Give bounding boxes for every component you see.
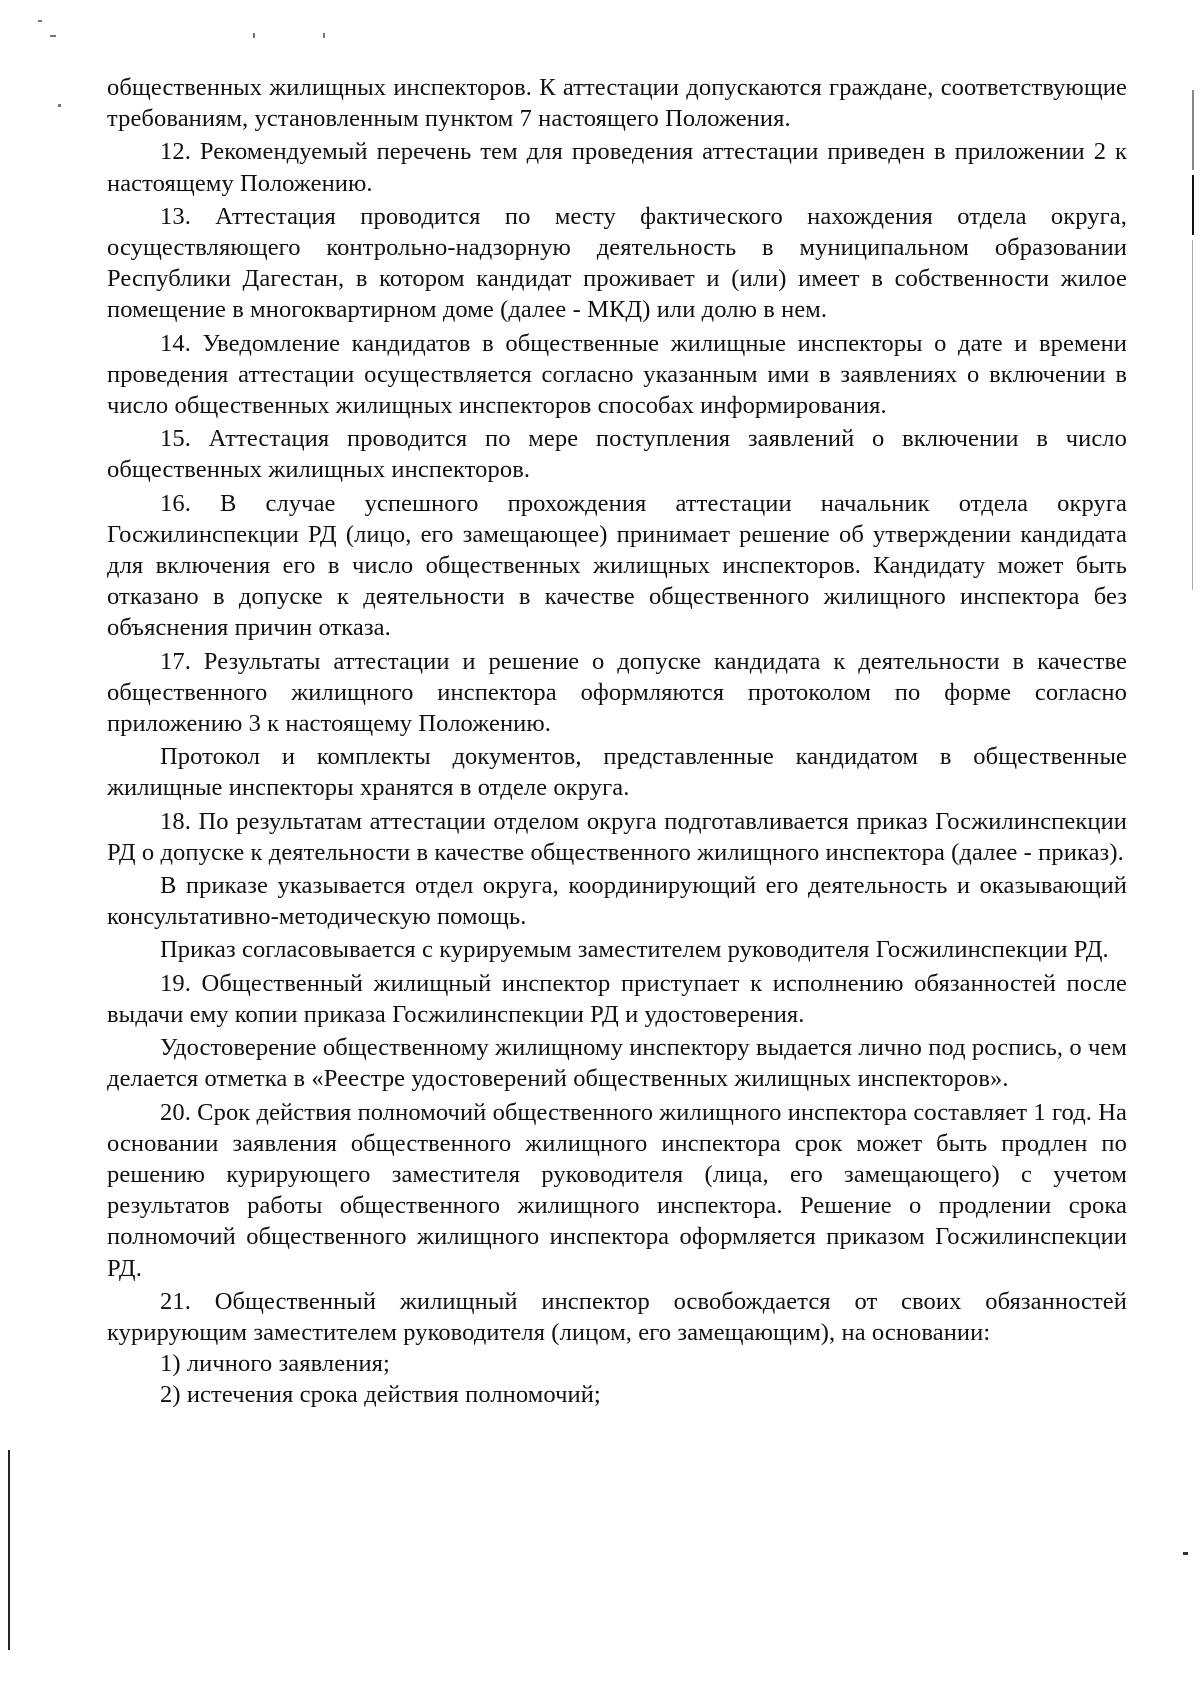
paragraph-continuation: общественных жилищных инспекторов. К аттестации допускаются граждане, соответствующие требованиям, установленным пунктом 7 настоящего Положения. (107, 74, 1127, 133)
scan-speck (323, 33, 325, 38)
paragraph-17-protocol: Протокол и комплекты документов, представленные кандидатом в общественные жилищные инспекторы хранятся в отделе округа. (107, 743, 1127, 802)
scan-speck (253, 33, 255, 38)
paragraph-21: 21. Общественный жилищный инспектор освобождается от своих обязанностей курирующим заместителем руководителя (лицом, его замещающим), на основании: (107, 1287, 1127, 1346)
paragraph-16: 16. В случае успешного прохождения аттестации начальник отдела округа Госжилинспекции РД (лицо, его замещающее) принимает решение об утверждении кандидата для включения его в число общественных жилищных инспекторов. Кандидату может быть отказано в допуске к деятельности в качестве общественного жилищного инспектора без объяснения причин отказа. (107, 489, 1127, 642)
paragraph-18: 18. По результатам аттестации отделом округа подготавливается приказ Госжилинспекции РД о допуске к деятельности в качестве общественного жилищного инспектора (далее - приказ). (107, 807, 1127, 866)
document-body (107, 72, 1127, 1411)
scan-edge-line (8, 1450, 10, 1650)
paragraph-18-approval: Приказ согласовывается с курируемым заместителем руководителя Госжилинспекции РД. (160, 936, 1109, 964)
scan-edge-line (1192, 175, 1194, 235)
scan-speck (38, 20, 42, 22)
paragraph-14: 14. Уведомление кандидатов в общественные жилищные инспекторы о дате и времени проведения аттестации осуществляется согласно указанным ими в заявлениях о включении в число общественных жилищных инспекторов способах информирования. (107, 329, 1127, 420)
scan-speck (58, 104, 61, 107)
paragraph-12: 12. Рекомендуемый перечень тем для проведения аттестации приведен в приложении 2 к настоящему Положению. (107, 138, 1127, 197)
paragraph-13: 13. Аттестация проводится по месту фактического нахождения отдела округа, осуществляющего контрольно-надзорную деятельность в муниципальном образовании Республики Дагестан, в котором кандидат проживает и (или) имеет в собственности жилое помещение в многоквартирном доме (далее - МКД) или долю в нем. (107, 202, 1127, 324)
list-item: 2) истечения срока действия полномочий; (160, 1381, 601, 1409)
scan-speck (50, 35, 56, 37)
paragraph-18-order: В приказе указывается отдел округа, координирующий его деятельность и оказывающий консультативно-методическую помощь. (107, 872, 1127, 931)
list-item: 1) личного заявления; (160, 1350, 390, 1378)
scan-edge-line (1192, 90, 1194, 170)
scan-edge-line (1192, 240, 1193, 590)
paragraph-20: 20. Срок действия полномочий общественного жилищного инспектора составляет 1 год. На основании заявления общественного жилищного инспектора срок может быть продлен по решению курирующего заместителя руководителя (лица, его замещающего) с учетом результатов работы общественного жилищного инспектора. Решение о продлении срока полномочий общественного жилищного инспектора оформляется приказом Госжилинспекции РД. (107, 1098, 1127, 1282)
paragraph-19-certificate: Удостоверение общественному жилищному инспектору выдается лично под роспись, о чем делается отметка в «Реестре удостоверений общественных жилищных инспекторов». (107, 1034, 1127, 1093)
paragraph-15: 15. Аттестация проводится по мере поступления заявлений о включении в число общественных жилищных инспекторов. (107, 425, 1127, 484)
scan-speck (1183, 1552, 1188, 1555)
paragraph-17: 17. Результаты аттестации и решение о допуске кандидата к деятельности в качестве общественного жилищного инспектора оформляются протоколом по форме согласно приложению 3 к настоящему Положению. (107, 647, 1127, 738)
paragraph-19: 19. Общественный жилищный инспектор приступает к исполнению обязанностей после выдачи ему копии приказа Госжилинспекции РД и удостоверения. (107, 969, 1127, 1028)
